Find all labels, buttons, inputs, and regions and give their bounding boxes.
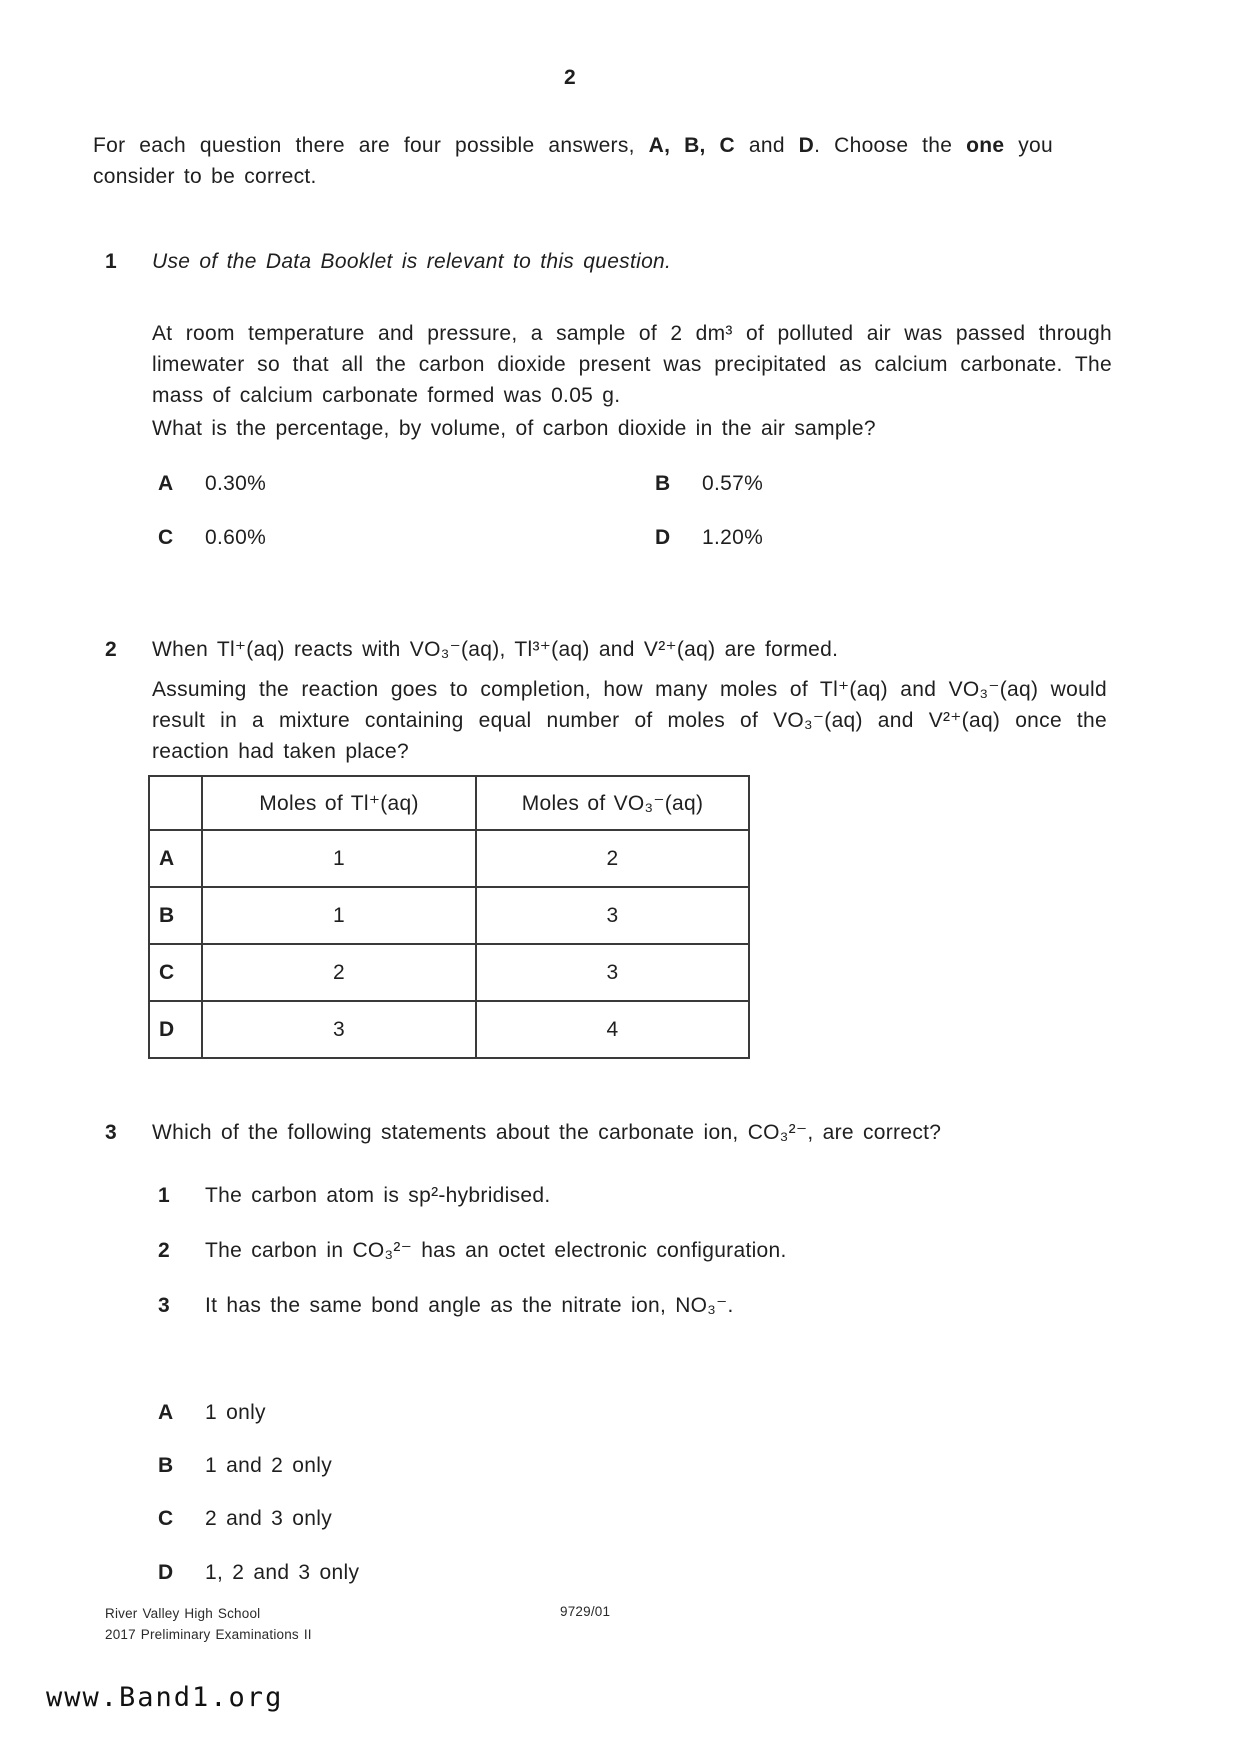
question-1-note: Use of the Data Booklet is relevant to this question. (152, 250, 672, 273)
q3-statement-1-number: 1 (158, 1184, 170, 1207)
q2-table-row-a (149, 830, 749, 887)
question-2-intro: When Tl⁺(aq) reacts with VO₃⁻(aq), Tl³⁺(aq) and V²⁺(aq) are formed. (152, 638, 839, 661)
q2-table-corner-cell (149, 776, 202, 830)
q3-option-b-value: 1 and 2 only (205, 1454, 333, 1477)
q2-table-row-d (149, 1001, 749, 1058)
question-2-header (105, 634, 838, 665)
q3-option-a-letter: A (158, 1401, 174, 1424)
q3-option-c (158, 1503, 332, 1534)
footer-exam: 2017 Preliminary Examinations II (105, 1627, 312, 1642)
instructions-paragraph: For each question there are four possible answers, A, B, C and D. Choose the one you consider to be correct. (93, 134, 1053, 188)
q3-option-b-letter: B (158, 1454, 174, 1477)
q2-table-header-row (149, 776, 749, 830)
q2-row-d-tl: 3 (202, 1001, 476, 1058)
question-1-number: 1 (105, 250, 117, 273)
q3-option-a (158, 1397, 266, 1428)
q2-answer-table (148, 775, 750, 1059)
q1-option-b-value: 0.57% (702, 472, 764, 495)
watermark-url: www.Band1.org (46, 1682, 284, 1713)
q1-option-d-value: 1.20% (702, 526, 764, 549)
q1-option-c-value: 0.60% (205, 526, 267, 549)
q3-option-d (158, 1557, 359, 1588)
question-2-body: Assuming the reaction goes to completion, how many moles of Tl⁺(aq) and VO₃⁻(aq) would result in a mixture containing equal number of moles of VO₃⁻(aq) and V²⁺(aq) once the reaction had taken place? (152, 678, 1107, 763)
q3-option-d-value: 1, 2 and 3 only (205, 1561, 360, 1584)
question-1-prompt: What is the percentage, by volume, of carbon dioxide in the air sample? (152, 417, 876, 440)
question-3-number: 3 (105, 1121, 117, 1144)
q2-row-b-vo3: 3 (476, 887, 749, 944)
q2-row-a-tl: 1 (202, 830, 476, 887)
footer (105, 1603, 312, 1645)
q2-row-d-vo3: 4 (476, 1001, 749, 1058)
q1-option-b (655, 468, 763, 499)
q1-option-d (655, 522, 763, 553)
question-1-header (105, 246, 671, 277)
q1-option-a-letter: A (158, 472, 174, 495)
q3-option-b (158, 1450, 332, 1481)
q3-option-d-letter: D (158, 1561, 174, 1584)
q3-option-c-value: 2 and 3 only (205, 1507, 333, 1530)
q2-row-c-vo3: 3 (476, 944, 749, 1001)
q3-statement-3-text: It has the same bond angle as the nitrate ion, NO₃⁻. (205, 1294, 734, 1317)
q2-row-c-tl: 2 (202, 944, 476, 1001)
q2-table-header-tl: Moles of Tl⁺(aq) (202, 776, 476, 830)
q3-statement-2-text: The carbon in CO₃²⁻ has an octet electronic configuration. (205, 1239, 787, 1262)
footer-paper-code: 9729/01 (560, 1604, 611, 1619)
q2-table-row-c (149, 944, 749, 1001)
q1-option-c (158, 522, 266, 553)
footer-school: River Valley High School (105, 1606, 261, 1621)
q3-statement-3-number: 3 (158, 1294, 170, 1317)
q2-row-b-tl: 1 (202, 887, 476, 944)
q2-row-b-letter: B (149, 887, 202, 944)
q2-row-c-letter: C (149, 944, 202, 1001)
q3-statement-1-text: The carbon atom is sp²-hybridised. (205, 1184, 551, 1207)
q3-option-c-letter: C (158, 1507, 174, 1530)
q1-option-b-letter: B (655, 472, 671, 495)
q1-option-a (158, 468, 266, 499)
q3-option-a-value: 1 only (205, 1401, 266, 1424)
q3-statement-1 (158, 1180, 551, 1211)
q3-statement-3 (158, 1290, 734, 1321)
q2-row-a-vo3: 2 (476, 830, 749, 887)
q1-option-d-letter: D (655, 526, 671, 549)
q2-row-a-letter: A (149, 830, 202, 887)
page-number: 2 (564, 66, 576, 89)
question-3-prompt: Which of the following statements about the carbonate ion, CO₃²⁻, are correct? (152, 1121, 942, 1144)
question-3-header (105, 1117, 941, 1148)
q2-table-row-b (149, 887, 749, 944)
q1-option-c-letter: C (158, 526, 174, 549)
q1-option-a-value: 0.30% (205, 472, 267, 495)
q2-table-header-vo3: Moles of VO₃⁻(aq) (476, 776, 749, 830)
question-2-number: 2 (105, 638, 117, 661)
q2-row-d-letter: D (149, 1001, 202, 1058)
question-1-body: At room temperature and pressure, a sample of 2 dm³ of polluted air was passed through limewater so that all the carbon dioxide present was precipitated as calcium carbonate. The mass of calcium carbonate formed was 0.05 g. (152, 322, 1112, 407)
q3-statement-2 (158, 1235, 787, 1266)
q3-statement-2-number: 2 (158, 1239, 170, 1262)
